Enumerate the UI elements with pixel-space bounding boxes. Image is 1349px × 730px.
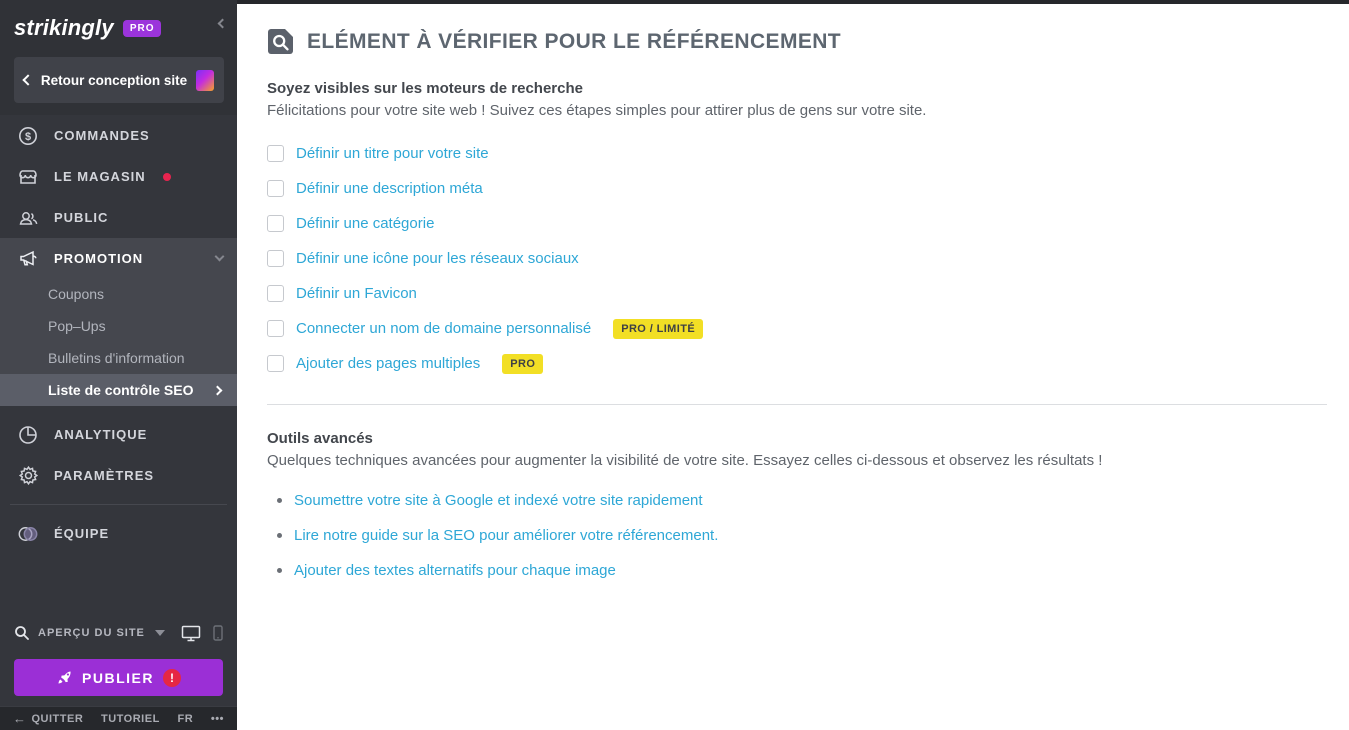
site-preview-control[interactable] bbox=[0, 619, 237, 647]
sidebar-collapse-button[interactable] bbox=[213, 14, 231, 32]
pro-plan-badge: PRO bbox=[123, 20, 162, 37]
page-title: ELÉMENT À VÉRIFIER POUR LE RÉFÉRENCEMENT bbox=[307, 29, 842, 53]
seo-checklist-page bbox=[237, 4, 1349, 588]
seo-checklist bbox=[267, 136, 1327, 381]
quit-link[interactable] bbox=[13, 711, 83, 726]
advanced-links-list bbox=[267, 483, 1327, 588]
caret-down-icon bbox=[155, 630, 165, 636]
preview-label: APERÇU DU SITE bbox=[38, 627, 145, 639]
menu-divider bbox=[10, 504, 227, 505]
sidebar-item-commandes[interactable] bbox=[0, 115, 237, 156]
advanced-description: Quelques techniques avancées pour augmenter la visibilité de votre site. Essayez celles ci-dessous et observez les résultats ! bbox=[267, 452, 1103, 469]
checklist-link[interactable]: Définir un titre pour votre site bbox=[296, 145, 489, 162]
page-header bbox=[267, 28, 1327, 55]
seo-search-page-icon bbox=[267, 28, 294, 55]
section-divider bbox=[267, 404, 1327, 405]
gear-icon bbox=[17, 465, 39, 486]
language-label: FR bbox=[177, 712, 194, 725]
submenu-label: Bulletins d'information bbox=[48, 350, 185, 366]
menu-label: ÉQUIPE bbox=[54, 526, 110, 541]
checkbox[interactable] bbox=[267, 180, 284, 197]
checklist-link[interactable]: Définir une description méta bbox=[296, 180, 483, 197]
ellipsis-icon: ••• bbox=[210, 712, 224, 725]
submit-to-google-link[interactable]: Soumettre votre site à Google et indexé votre site rapidement bbox=[294, 492, 703, 509]
sidebar-item-le-magasin[interactable] bbox=[0, 156, 237, 197]
submenu-label: Pop–Ups bbox=[48, 318, 106, 334]
checklist-link[interactable]: Définir un Favicon bbox=[296, 285, 417, 302]
visibility-description: Félicitations pour votre site web ! Suivez ces étapes simples pour attirer plus de gens sur votre site. bbox=[267, 102, 927, 119]
tutorial-label: TUTORIEL bbox=[101, 712, 160, 725]
sidebar-subitem-liste-controle-seo[interactable] bbox=[0, 374, 237, 406]
checkbox[interactable] bbox=[267, 215, 284, 232]
rocket-icon bbox=[56, 669, 73, 686]
device-toggle-group bbox=[181, 625, 223, 642]
checklist-item-category bbox=[267, 206, 1327, 241]
team-circles-icon bbox=[17, 524, 39, 544]
svg-text:$: $ bbox=[24, 130, 32, 143]
publish-button[interactable] bbox=[14, 659, 223, 696]
sidebar-item-public[interactable] bbox=[0, 197, 237, 238]
submenu-label: Coupons bbox=[48, 286, 105, 302]
sidebar bbox=[0, 0, 237, 730]
publish-label: PUBLIER bbox=[82, 669, 154, 686]
advanced-section bbox=[267, 430, 1327, 588]
search-icon bbox=[14, 625, 30, 641]
notification-dot bbox=[163, 173, 171, 181]
pie-chart-icon bbox=[17, 425, 39, 445]
promotion-section bbox=[0, 238, 237, 406]
checklist-item-site-title bbox=[267, 136, 1327, 171]
menu-label: PARAMÈTRES bbox=[54, 468, 155, 483]
sidebar-item-equipe[interactable] bbox=[0, 513, 237, 554]
back-arrow-icon: ← bbox=[13, 711, 27, 726]
menu-label: ANALYTIQUE bbox=[54, 427, 148, 442]
checkbox[interactable] bbox=[267, 320, 284, 337]
bullet-icon bbox=[277, 568, 282, 573]
checkbox[interactable] bbox=[267, 285, 284, 302]
quit-label: QUITTER bbox=[31, 712, 84, 725]
visibility-section bbox=[267, 80, 1327, 381]
checklist-item-favicon bbox=[267, 276, 1327, 311]
submenu-label: Liste de contrôle SEO bbox=[48, 382, 194, 398]
checkbox[interactable] bbox=[267, 355, 284, 372]
strikingly-logo: strikingly bbox=[14, 15, 114, 40]
bullet-icon bbox=[277, 498, 282, 503]
checkbox[interactable] bbox=[267, 250, 284, 267]
menu-label: PUBLIC bbox=[54, 210, 109, 225]
sidebar-subitem-popups[interactable] bbox=[0, 310, 237, 342]
tutorial-link[interactable] bbox=[101, 713, 160, 725]
menu-label: COMMANDES bbox=[54, 128, 150, 143]
list-item bbox=[267, 483, 1327, 518]
main-panel bbox=[237, 0, 1349, 730]
people-icon bbox=[17, 208, 39, 228]
menu-label: LE MAGASIN bbox=[54, 169, 146, 184]
logo-row bbox=[14, 12, 224, 44]
checklist-item-meta-description bbox=[267, 171, 1327, 206]
site-thumbnail bbox=[196, 70, 214, 91]
chevron-down-icon bbox=[215, 252, 225, 262]
megaphone-icon bbox=[17, 248, 39, 268]
chevron-left-icon bbox=[217, 18, 227, 28]
list-item bbox=[267, 518, 1327, 553]
visibility-heading: Soyez visibles sur les moteurs de recherche bbox=[267, 80, 583, 97]
sidebar-item-analytique[interactable] bbox=[0, 414, 237, 455]
advanced-heading: Outils avancés bbox=[267, 430, 373, 447]
pro-limited-badge: PRO / LIMITÉ bbox=[613, 319, 703, 339]
language-selector[interactable] bbox=[178, 713, 194, 725]
checklist-item-social-icon bbox=[267, 241, 1327, 276]
checklist-link[interactable]: Connecter un nom de domaine personnalisé bbox=[296, 320, 592, 337]
mobile-icon[interactable] bbox=[213, 625, 223, 641]
storefront-icon bbox=[17, 167, 39, 187]
checkbox[interactable] bbox=[267, 145, 284, 162]
publish-alert-badge: ! bbox=[163, 669, 181, 687]
sidebar-subitem-coupons[interactable] bbox=[0, 278, 237, 310]
sidebar-item-promotion[interactable] bbox=[0, 238, 237, 278]
list-item bbox=[267, 553, 1327, 588]
checklist-link[interactable]: Définir une catégorie bbox=[296, 215, 435, 232]
seo-guide-link[interactable]: Lire notre guide sur la SEO pour améliorer votre référencement. bbox=[294, 527, 719, 544]
checklist-item-multiple-pages bbox=[267, 346, 1327, 381]
more-options-button[interactable] bbox=[211, 713, 224, 725]
checklist-item-custom-domain bbox=[267, 311, 1327, 346]
sidebar-header bbox=[0, 0, 237, 115]
back-button-label: Retour conception site bbox=[40, 72, 188, 88]
sidebar-subitem-bulletins[interactable] bbox=[0, 342, 237, 374]
chevron-left-icon bbox=[22, 74, 33, 85]
back-to-editor-button[interactable] bbox=[14, 57, 224, 103]
bullet-icon bbox=[277, 533, 282, 538]
sidebar-item-parametres[interactable] bbox=[0, 455, 237, 496]
chevron-right-icon bbox=[213, 385, 223, 395]
checklist-link[interactable]: Ajouter des pages multiples bbox=[296, 355, 481, 372]
alt-text-link[interactable]: Ajouter des textes alternatifs pour chaque image bbox=[294, 562, 616, 579]
desktop-icon[interactable] bbox=[181, 625, 201, 642]
dollar-circle-icon bbox=[17, 126, 39, 146]
checklist-link[interactable]: Définir une icône pour les réseaux sociaux bbox=[296, 250, 579, 267]
menu-label: PROMOTION bbox=[54, 250, 144, 266]
sidebar-footer bbox=[0, 706, 237, 730]
pro-badge: PRO bbox=[502, 354, 543, 374]
sidebar-menu bbox=[0, 115, 237, 554]
